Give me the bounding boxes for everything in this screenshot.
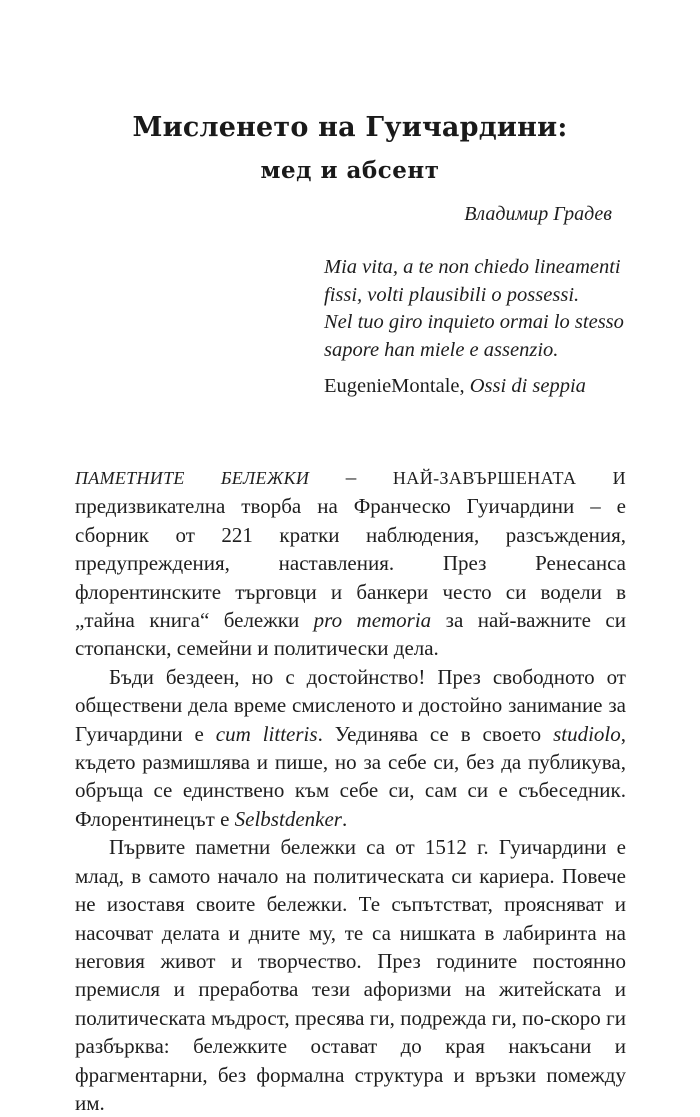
- lead-in-dash: –: [309, 465, 393, 489]
- epigraph-line: Nel tuo giro inquieto ormai lo stesso: [324, 311, 624, 333]
- paragraph-2: [75, 663, 626, 833]
- epigraph-line: fissi, volti plausibili o possessi.: [324, 283, 580, 306]
- paragraph-text: за най-важните си стопански, семейни и политически дела.: [75, 608, 626, 661]
- paragraph-text: . Уединява се в своето: [317, 721, 554, 746]
- epigraph-attribution: [324, 375, 624, 398]
- italic-phrase: studiolo: [553, 721, 621, 746]
- italic-phrase: pro memoria: [313, 608, 432, 633]
- epigraph-attribution-author: EugenieMontale,: [324, 375, 470, 397]
- lead-in-italic: ПАМЕТНИТЕ БЕЛЕЖКИ: [75, 468, 310, 488]
- chapter-subtitle: мед и абсент: [260, 157, 440, 184]
- paragraph-text: Бъди бездеен, но с достойнство! През свободното от обществени дела време смисленото и достойно занимание за Гуичардини е: [75, 664, 626, 746]
- epigraph-line: Mia vita, a te non chiedo lineamenti: [324, 256, 621, 278]
- paragraph-text: , където размишлява и пише, но за себе си, без да публикува, обръща се единствено към себе си, сам си е събеседник. Флорентинецът е: [75, 721, 627, 831]
- epigraph-line: sapore han miele e assenzio.: [324, 338, 559, 361]
- chapter-title: Мисленето на Гуичардини:: [132, 112, 568, 143]
- lead-in-caps: НАЙ-ЗАВЪРШЕНАТА И: [392, 468, 626, 488]
- paragraph-text: Първите паметни бележки са от 1512 г. Гуичардини е млад, в самото начало на политическата си кариера. Повече не изоставя своите бележки. Те съпътстват, проясняват и насочват делата и дните му, те са нишката в лабиринта на неговия живот и творчество. През годините постоянно премисля и преработва тези афоризми на житейската и политическата мъдрост, пресява ги, подрежда ги, по-скоро ги разбърква: бележките остават до края накъсани и фрагментарни, без формална структура и връзки помежду им.: [75, 835, 626, 1115]
- paragraph-text: .: [341, 806, 348, 831]
- paragraph-text: предизвикателна творба на Франческо Гуичардини – е сборник от 221 кратки наблюдения, разсъждения, предупреждения, наставления. През Ренесанса флорентинските търговци и банкери често си водели в „тайна книга“ бележки: [75, 494, 626, 633]
- author-name: Владимир Градев: [464, 203, 612, 225]
- italic-phrase: Selbstdenker: [234, 806, 342, 831]
- epigraph-attribution-work: Ossi di seppia: [469, 375, 586, 397]
- italic-phrase: cum litteris: [215, 721, 318, 746]
- paragraph-3: [75, 833, 626, 1117]
- body-text: [75, 463, 626, 1117]
- paragraph-1: [75, 463, 626, 663]
- epigraph: [324, 254, 624, 398]
